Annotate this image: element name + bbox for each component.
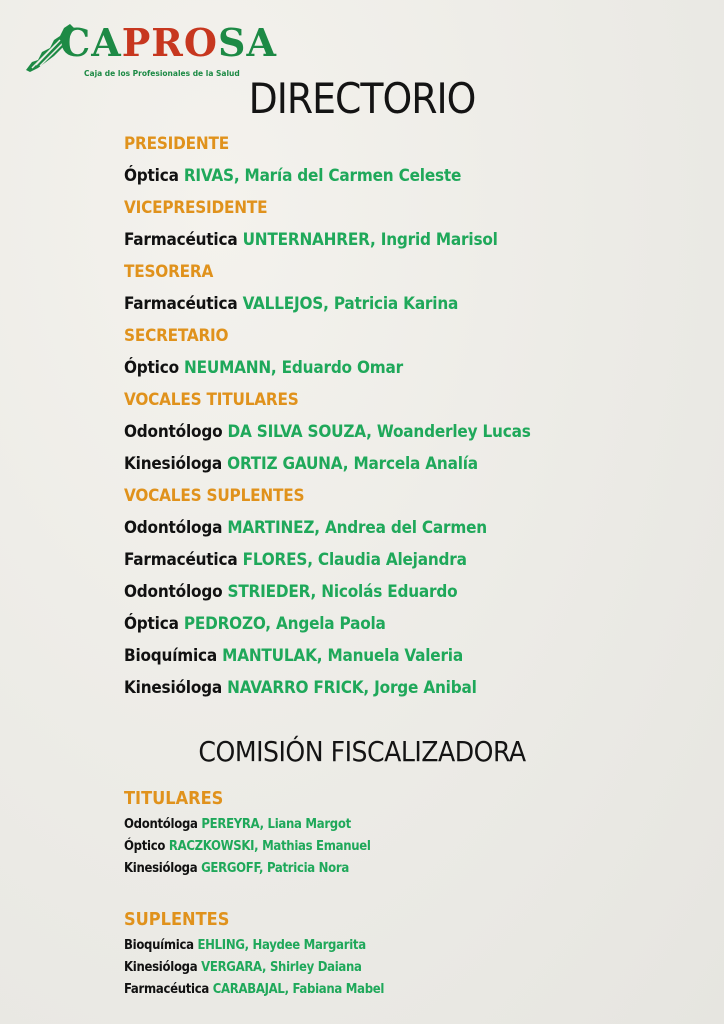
member-profession: Óptico [124, 839, 166, 854]
member-row [124, 957, 384, 979]
directorio-list [124, 128, 531, 704]
suplentes-list [124, 935, 384, 1001]
member-name: VALLEJOS, Patricia Karina [242, 294, 459, 314]
suplentes-heading: SUPLENTES [124, 909, 230, 930]
member-name: ORTIZ GAUNA, Marcela Analía [227, 454, 478, 474]
logo-wordmark [60, 22, 277, 64]
role-heading: VOCALES TITULARES [124, 390, 299, 410]
member-name: GERGOFF, Patricia Nora [201, 861, 349, 876]
role-heading: PRESIDENTE [124, 134, 229, 154]
titulares-list [124, 814, 371, 880]
member-row [124, 160, 531, 192]
member-profession: Odontóloga [124, 518, 223, 538]
member-profession: Kinesióloga [124, 861, 198, 876]
member-profession: Óptico [124, 358, 179, 378]
member-name: UNTERNAHRER, Ingrid Marisol [242, 230, 498, 250]
member-row [124, 352, 531, 384]
member-name: PEDROZO, Angela Paola [183, 614, 386, 634]
role-heading: TESORERA [124, 262, 214, 282]
member-row [124, 935, 384, 957]
member-row [124, 416, 531, 448]
page-title: DIRECTORIO [248, 74, 476, 123]
member-row [124, 288, 531, 320]
role-heading: VICEPRESIDENTE [124, 198, 268, 218]
member-profession: Farmacéutica [124, 294, 238, 314]
member-profession: Óptica [124, 614, 179, 634]
role-heading: SECRETARIO [124, 326, 229, 346]
suplentes-section [124, 905, 384, 1001]
member-row [124, 836, 371, 858]
member-row [124, 979, 384, 1001]
role-heading: VOCALES SUPLENTES [124, 486, 305, 506]
logo-text-pro: PRO [121, 20, 218, 65]
member-row [124, 448, 531, 480]
member-row [124, 858, 371, 880]
comision-title: COMISIÓN FISCALIZADORA [198, 735, 526, 768]
member-profession: Odontólogo [124, 422, 223, 442]
member-row [124, 544, 531, 576]
member-name: RIVAS, María del Carmen Celeste [183, 166, 462, 186]
member-profession: Farmacéutica [124, 982, 209, 997]
member-profession: Kinesióloga [124, 678, 223, 698]
member-name: FLORES, Claudia Alejandra [242, 550, 467, 570]
member-profession: Bioquímica [124, 938, 194, 953]
member-name: EHLING, Haydee Margarita [197, 938, 366, 953]
member-profession: Kinesióloga [124, 454, 223, 474]
member-name: MANTULAK, Manuela Valeria [222, 646, 463, 666]
member-name: MARTINEZ, Andrea del Carmen [227, 518, 487, 538]
member-name: RACZKOWSKI, Mathias Emanuel [168, 839, 371, 854]
member-row [124, 672, 531, 704]
member-row [124, 640, 531, 672]
member-name: CARABAJAL, Fabiana Mabel [212, 982, 385, 997]
member-name: VERGARA, Shirley Daiana [201, 960, 362, 975]
member-row [124, 814, 371, 836]
member-row [124, 576, 531, 608]
titulares-section [124, 784, 371, 880]
member-row [124, 608, 531, 640]
titulares-heading: TITULARES [124, 788, 224, 809]
member-name: PEREYRA, Liana Margot [201, 817, 351, 832]
member-name: DA SILVA SOUZA, Woanderley Lucas [227, 422, 531, 442]
member-profession: Farmacéutica [124, 230, 238, 250]
member-name: STRIEDER, Nicolás Eduardo [227, 582, 458, 602]
member-row [124, 224, 531, 256]
member-profession: Farmacéutica [124, 550, 238, 570]
member-name: NAVARRO FRICK, Jorge Anibal [227, 678, 477, 698]
member-profession: Bioquímica [124, 646, 218, 666]
logo-subtitle: Caja de los Profesionales de la Salud [84, 69, 240, 78]
logo-text-ca: CA [60, 20, 122, 65]
member-profession: Óptica [124, 166, 179, 186]
member-name: NEUMANN, Eduardo Omar [184, 358, 403, 378]
member-profession: Odontólogo [124, 582, 223, 602]
member-profession: Kinesióloga [124, 960, 198, 975]
logo-text-sa: SA [218, 20, 277, 65]
member-row [124, 512, 531, 544]
member-profession: Odontóloga [124, 817, 198, 832]
